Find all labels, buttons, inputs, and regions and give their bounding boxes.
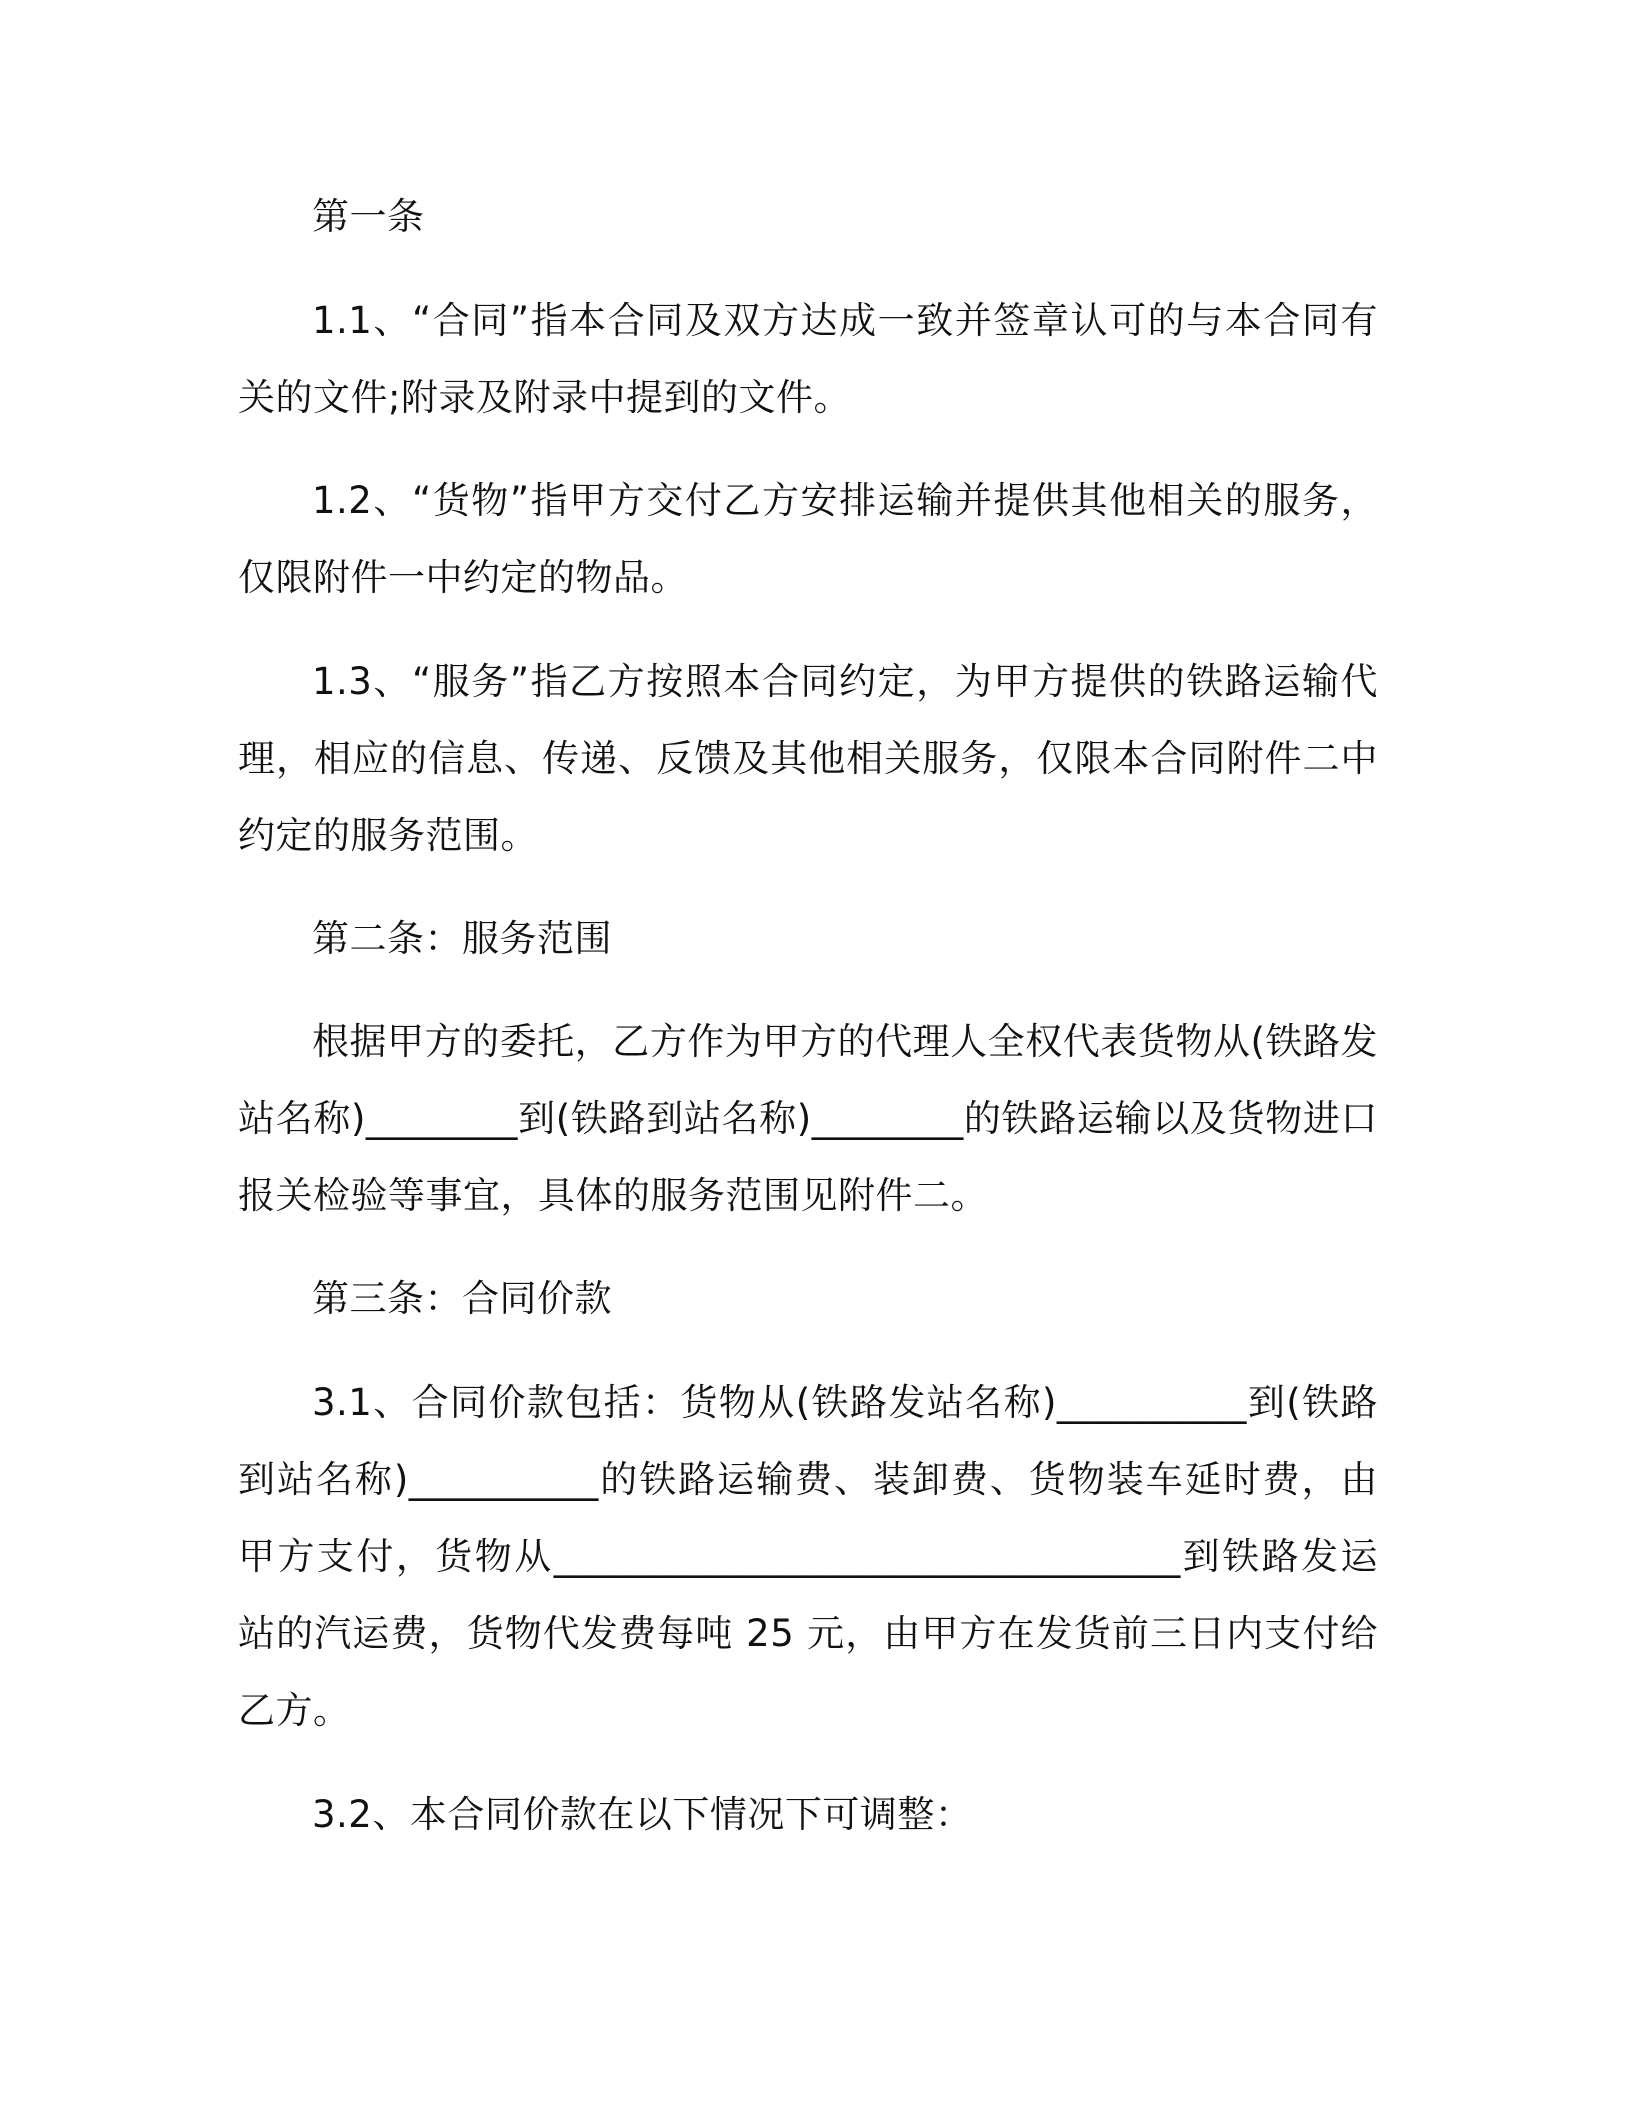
clause-1-1: 1.1、“合同”指本合同及双方达成一致并签章认可的与本合同有关的文件;附录及附录中提到的文件。: [238, 299, 1378, 419]
clause-3-2: 3.2、本合同价款在以下情况下可调整：: [312, 1793, 973, 1836]
clause-1-2: 1.2、“货物”指甲方交付乙方安排运输并提供其他相关的服务，仅限附件一中约定的物品。: [238, 479, 1378, 599]
clause-1-3: 1.3、“服务”指乙方按照本合同约定，为甲方提供的铁路运输代理，相应的信息、传递、反馈及其他相关服务，仅限本合同附件二中约定的服务范围。: [238, 660, 1378, 857]
article-2-title: 第二条：服务范围: [312, 917, 612, 960]
clause-3-1: 3.1、合同价款包括：货物从(铁路发站名称)__________到(铁路到站名称)__________的铁路运输费、装卸费、货物装车延时费，由甲方支付，货物从_________________________________到铁路发运站的汽运费，货物代发费每吨 25 元，由甲方在发货前三日内支付给乙方。: [238, 1381, 1378, 1732]
article-3-title: 第三条：合同价款: [312, 1277, 612, 1320]
article-1-title: 第一条: [312, 195, 425, 238]
article-2-body: 根据甲方的委托，乙方作为甲方的代理人全权代表货物从(铁路发站名称)________到(铁路到站名称)________的铁路运输以及货物进口报关检验等事宜，具体的服务范围见附件二。: [238, 1020, 1378, 1217]
